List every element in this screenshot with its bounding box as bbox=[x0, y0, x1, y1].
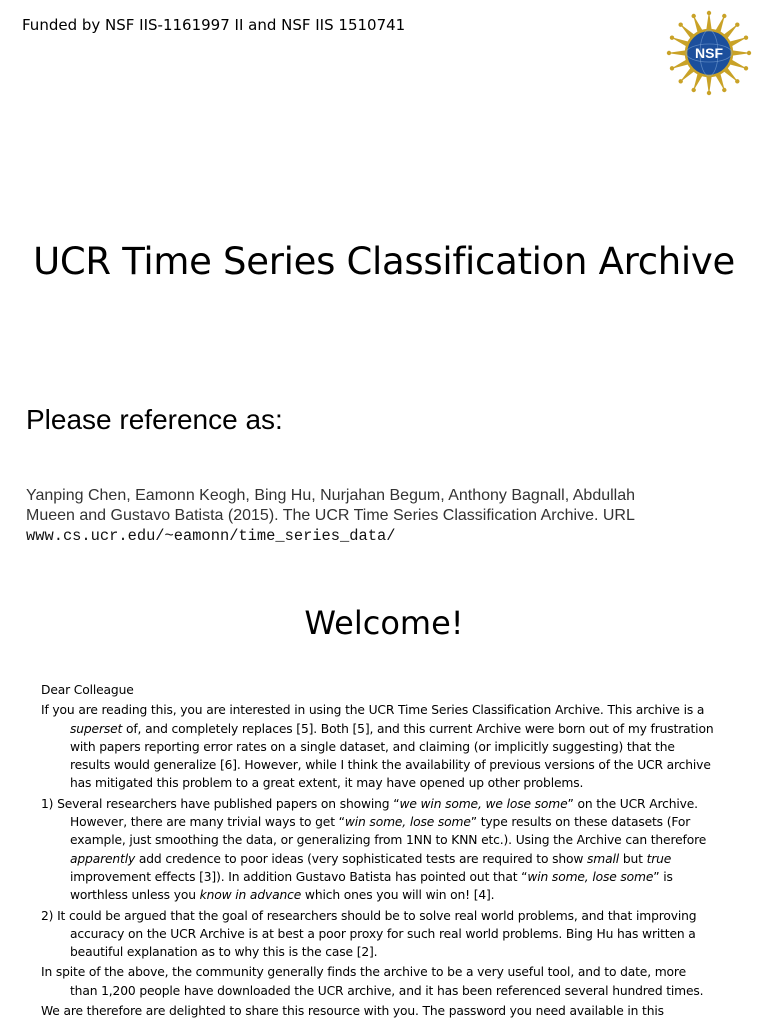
letter-line: In spite of the above, the community generally finds the archive to be a very useful tool, and to date, more bbox=[41, 965, 686, 980]
logo-ray-tip bbox=[679, 23, 683, 27]
letter-line: beautiful explanation as to why this is the case [2]. bbox=[70, 945, 378, 960]
logo-ray-tip bbox=[747, 51, 751, 55]
citation-line: Mueen and Gustavo Batista (2015). The UCR Time Series Classification Archive. URL bbox=[26, 507, 635, 524]
logo-ray-tip bbox=[670, 66, 674, 70]
letter-line: example, just smoothing the data, or generalizing from 1NN to KNN etc.). Using the Archive can therefore bbox=[70, 833, 707, 848]
logo-ray-tip bbox=[692, 14, 696, 18]
letter-line: than 1,200 people have downloaded the UCR archive, and it has been referenced several hundred times. bbox=[70, 983, 704, 998]
logo-ray-tip bbox=[735, 79, 739, 83]
logo-ray-tip bbox=[692, 88, 696, 92]
letter-line: accuracy on the UCR Archive is at best a poor proxy for such real world problems. Bing Hu has written a bbox=[70, 926, 696, 941]
welcome-letter bbox=[41, 681, 731, 1022]
letter-paragraph-point-1 bbox=[41, 795, 731, 905]
letter-paragraph-intro bbox=[41, 701, 731, 792]
citation bbox=[26, 486, 746, 546]
letter-paragraph-usage bbox=[41, 963, 731, 1000]
logo-ray-tip bbox=[735, 23, 739, 27]
page-title: UCR Time Series Classification Archive bbox=[33, 240, 735, 283]
letter-paragraph-point-2 bbox=[41, 907, 731, 962]
archive-url: www.cs.ucr.edu/~eamonn/time_series_data/ bbox=[26, 527, 396, 545]
letter-line: 2) It could be argued that the goal of researchers should be to solve real world problems, and that improving bbox=[41, 908, 697, 923]
letter-line: improvement effects [3]). In addition Gustavo Batista has pointed out that “win some, lose some” is bbox=[70, 869, 673, 884]
letter-line: results would generalize [6]. However, while I think the availability of previous versions of the UCR archive bbox=[70, 758, 711, 773]
nsf-logo-text: NSF bbox=[695, 45, 723, 61]
nsf-logo bbox=[664, 8, 754, 98]
letter-paragraph-closing bbox=[41, 1002, 731, 1020]
letter-line: apparently add credence to poor ideas (very sophisticated tests are required to show small but true bbox=[70, 851, 672, 866]
logo-ray-tip bbox=[670, 36, 674, 40]
logo-ray-tip bbox=[744, 36, 748, 40]
letter-line: 1) Several researchers have published papers on showing “we win some, we lose some” on the UCR Archive. bbox=[41, 796, 698, 811]
letter-line: has mitigated this problem to a great extent, it may have opened up other problems. bbox=[70, 776, 584, 791]
letter-line: However, there are many trivial ways to get “win some, lose some” type results on these datasets (For bbox=[70, 815, 691, 830]
salutation: Dear Colleague bbox=[41, 683, 134, 697]
letter-line: superset of, and completely replaces [5]. Both [5], and this current Archive were born out of my frustration bbox=[70, 721, 714, 736]
logo-ray-tip bbox=[744, 66, 748, 70]
logo-ray-tip bbox=[707, 91, 711, 95]
funding-note: Funded by NSF IIS-1161997 II and NSF IIS 1510741 bbox=[22, 16, 406, 34]
letter-line: If you are reading this, you are interested in using the UCR Time Series Classification Archive. This archive is a bbox=[41, 703, 705, 718]
logo-ray-tip bbox=[707, 11, 711, 15]
letter-line: with papers reporting error rates on a single dataset, and claiming (or implicitly suggesting) that the bbox=[70, 739, 675, 754]
logo-ray-tip bbox=[722, 14, 726, 18]
logo-ray-tip bbox=[667, 51, 671, 55]
citation-line: Yanping Chen, Eamonn Keogh, Bing Hu, Nurjahan Begum, Anthony Bagnall, Abdullah bbox=[26, 487, 636, 504]
logo-ray-tip bbox=[722, 88, 726, 92]
welcome-heading: Welcome! bbox=[304, 604, 464, 642]
letter-line: We are therefore are delighted to share this resource with you. The password you need available in this bbox=[41, 1004, 664, 1019]
letter-line: worthless unless you know in advance which ones you will win on! [4]. bbox=[70, 888, 495, 903]
reference-heading: Please reference as: bbox=[26, 404, 283, 435]
logo-ray-tip bbox=[679, 79, 683, 83]
